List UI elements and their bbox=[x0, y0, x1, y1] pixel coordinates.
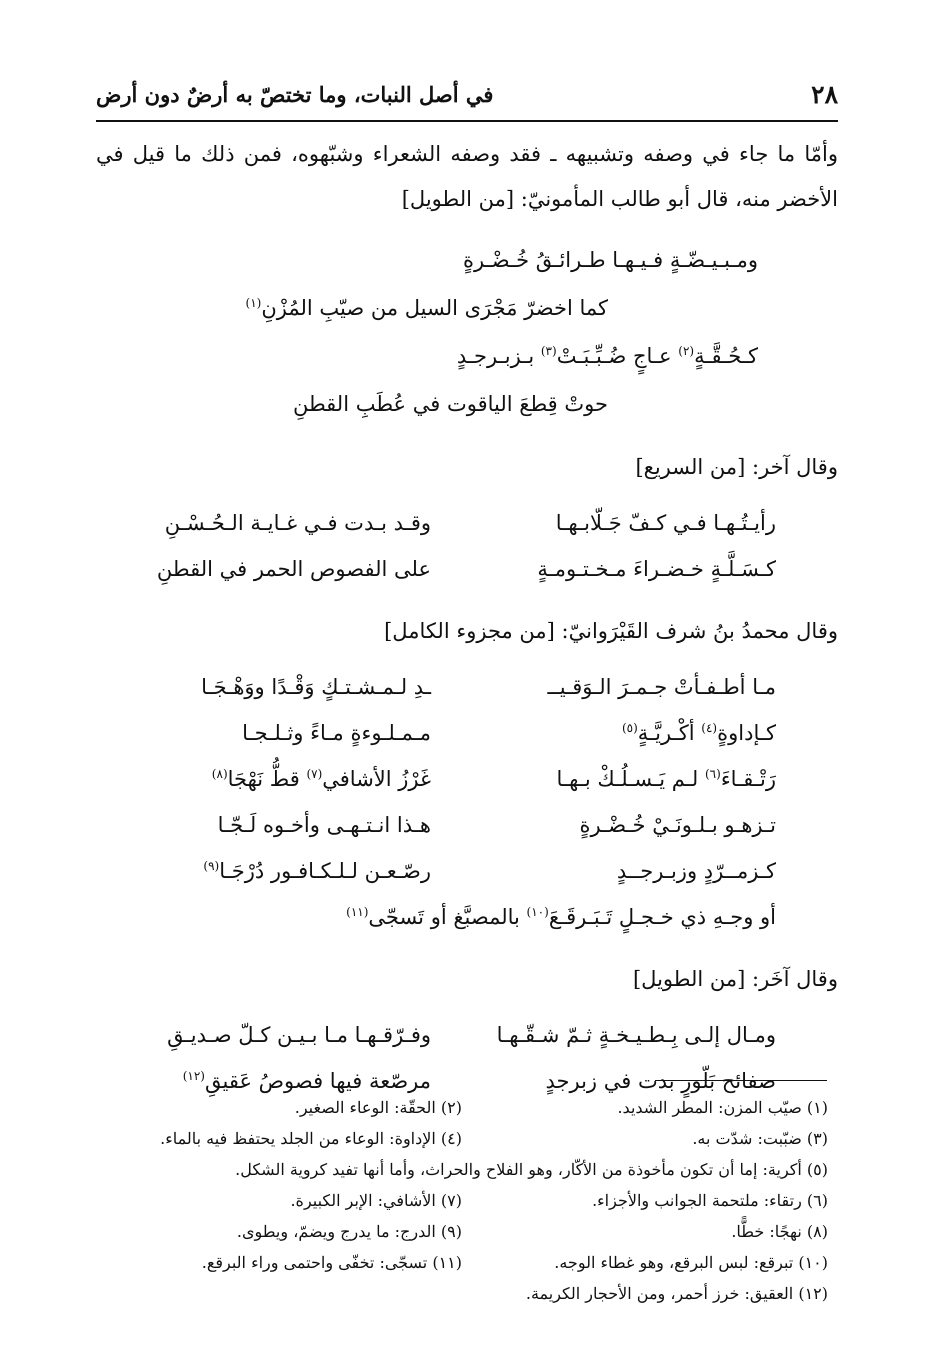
footnote: (٧) الأشافي: الإبر الكبيرة. bbox=[290, 1191, 462, 1210]
footnote: (٥) أكرية: إما أن تكون مأخوذة من الأكّار، وهو الفلاح والحراث، وأما أنها تفيد كروية الشكل. bbox=[235, 1160, 828, 1179]
poem-1-line-2: كما اخضرّ مَجْرَى السيل من صيّبِ المُزْنِ$^{(١)}$ bbox=[245, 296, 608, 320]
footnote-ref: (١) bbox=[245, 296, 262, 310]
footnote: (٤) الإداوة: الوعاء من الجلد يحتفظ فيه بالماء. bbox=[160, 1129, 462, 1148]
intro-paragraph-3: وقال محمدُ بنُ شرف القَيْرَوانيّ: [من مجزوء الكامل] bbox=[384, 619, 838, 643]
footnote: (١٠) تبرقع: لبس البرقع، وهو غطاء الوجه. bbox=[554, 1253, 828, 1272]
footnote-row bbox=[96, 1123, 828, 1154]
footnote-ref: (٤) bbox=[701, 721, 718, 735]
poem-4 bbox=[96, 1012, 838, 1104]
page-header bbox=[96, 74, 838, 114]
footnote: (٦) رتقاء: ملتحمة الجوانب والأجزاء. bbox=[592, 1191, 828, 1210]
poem-1-line-4: حوتْ قِطعَ الياقوت في عُطَبِ القطنِ bbox=[292, 392, 608, 416]
footnote: (٣) ضبّبت: شدّت به. bbox=[692, 1129, 828, 1148]
poem-1-line-3: كـحُـقَّـةٍ$^{(٢)}$ عـاجٍ ضُـبِّـبَـتْ$^{(٣)}$ بـزبـرجـدٍ bbox=[456, 344, 758, 368]
poem-3-tail-line: أو وجـهِ ذي خـجـلٍ تَـبَـرقَـعَ$^{(١٠)}$ بالمصبَّغ أو تَسجّى$^{(١١)}$ bbox=[346, 905, 776, 929]
footnote-ref: (٣) bbox=[540, 344, 557, 358]
footnote: (١٢) العقيق: خرز أحمر، ومن الأحجار الكريمة. bbox=[525, 1284, 828, 1303]
footnote-ref: (١٢) bbox=[182, 1069, 205, 1083]
footnote-row bbox=[96, 1278, 828, 1309]
poem-2-couplet-1: رأيـتُـهـا فـي كـفّ جَـلّابـهـا وقـد بـدت فـي غـايـة الـحُـسْـنِ bbox=[164, 511, 776, 535]
footnote-ref: (٥) bbox=[621, 721, 638, 735]
footnote: (٨) نهجًا: خطًّا. bbox=[731, 1222, 828, 1241]
footnote-ref: (٨) bbox=[211, 767, 228, 781]
poem-2 bbox=[96, 500, 838, 592]
running-title: في أصل النبات، وما تختصّ به أرضٌ دون أرض bbox=[96, 81, 494, 107]
poem-3-couplet-5: كـزمــرّدٍ وزبـرجــدٍ رصّـعـن لـلـكـافـور دُرْجَـا$^{(٩)}$ bbox=[203, 859, 776, 883]
footnote-ref: (٧) bbox=[306, 767, 323, 781]
footnote-ref: (١١) bbox=[346, 905, 369, 919]
main-text bbox=[96, 132, 838, 1104]
poem-1-line-1: ومـبـيـضّـةٍ فـيـهـا طـرائـقُ خُـضْـرةٍ bbox=[463, 248, 758, 272]
footnote: (٩) الدرج: ما يدرج ويضمّ، ويطوى. bbox=[236, 1222, 462, 1241]
footnote-ref: (٢) bbox=[678, 344, 695, 358]
poem-3-couplet-2: كـإداوةٍ$^{(٤)}$ أكْـريَّـةٍ$^{(٥)}$ مـمـلـوءةٍ مـاءً وثـلـجـا bbox=[242, 721, 776, 745]
footnote-ref: (٦) bbox=[704, 767, 721, 781]
poem-4-couplet-2: صفائح بَلّورٍ بدت في زبرجدٍ مرصّعة فيها فصوصُ عَقيقِ$^{(١٢)}$ bbox=[182, 1069, 776, 1093]
poem-3 bbox=[96, 664, 838, 940]
footnote-row bbox=[96, 1092, 828, 1123]
footnote-row bbox=[96, 1185, 828, 1216]
poem-3-couplet-3: رَتْـقـاءَ$^{(٦)}$ لـم يَـسـلُـكْ بـهـا غَرْزُ الأشافي$^{(٧)}$ قطُّ نَهْجَا$^{(٨)}$ bbox=[211, 767, 776, 791]
poem-3-couplet-4: تـزهـو بـلـونَـيْ خُـضْـرةٍ هـذا انـتـهـى وأخـوه لَـجّـا bbox=[217, 813, 776, 837]
footnotes bbox=[96, 1092, 828, 1309]
intro-paragraph-1: وأمّا ما جاء في وصفه وتشبيهه ـ فقد وصفه الشعراء وشبّهوه، فمن ذلك ما قيل في الأخضر منه، قال أبو طالب المأمونيّ: [من الطويل] bbox=[96, 142, 838, 211]
footnote-ref: (١٠) bbox=[526, 905, 549, 919]
poem-1 bbox=[96, 236, 838, 428]
footnote-row bbox=[96, 1247, 828, 1278]
poem-4-couplet-1: ومـال إلـى بِـطـيـخـةٍ ثـمّ شـقّـهـا وفـرّقـهـا مـا بـيـن كـلّ صـديـقِ bbox=[167, 1023, 776, 1047]
footnote: (١١) تسجّى: تخفّى واحتمى وراء البرقع. bbox=[201, 1253, 462, 1272]
footnote-row bbox=[96, 1216, 828, 1247]
header-rule bbox=[96, 120, 838, 122]
footnote-row bbox=[96, 1154, 828, 1185]
footnote: (١) صيّب المزن: المطر الشديد. bbox=[617, 1098, 828, 1117]
intro-paragraph-4: وقال آخَر: [من الطويل] bbox=[632, 967, 838, 991]
intro-paragraph-2: وقال آخر: [من السريع] bbox=[635, 455, 838, 479]
poem-2-couplet-2: كـسَـلَّـةٍ خـضـراءَ مـخـتـومـةٍ على الفصوص الحمر في القطنِ bbox=[156, 557, 776, 581]
footnote-rule bbox=[655, 1080, 827, 1081]
footnote: (٢) الحقّة: الوعاء الصغير. bbox=[294, 1098, 462, 1117]
footnote-ref: (٩) bbox=[203, 859, 220, 873]
page-number: ٢٨ bbox=[811, 79, 838, 109]
poem-3-couplet-1: مـا أطـفـأتْ جـمـرَ الـوَقـيــ ـدِ لـمـشـتـكٍ وَقْـدًا ووَهْـجَـا bbox=[201, 675, 776, 699]
